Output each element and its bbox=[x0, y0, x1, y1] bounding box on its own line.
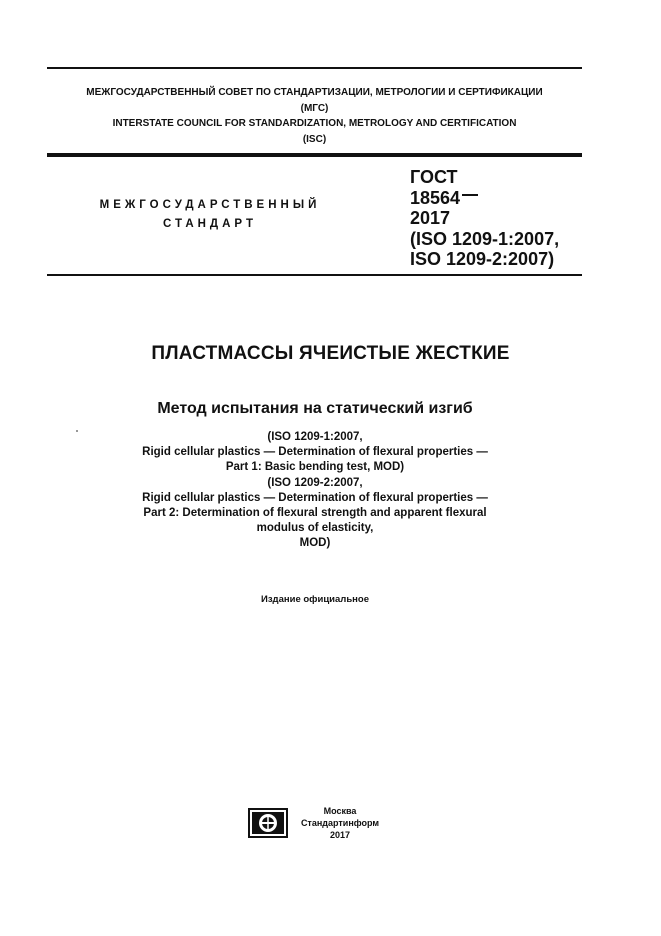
publisher-city: Москва bbox=[323, 806, 357, 816]
iso-references bbox=[0, 430, 630, 552]
iso-ref-line: Part 2: Determination of flexural strength and apparent flexural bbox=[143, 507, 487, 520]
iso-ref-line: Part 1: Basic bending test, MOD) bbox=[225, 461, 405, 474]
council-abbr-ru: (МГС) bbox=[300, 102, 329, 114]
iso-ref-line: MOD) bbox=[299, 537, 331, 550]
iso-ref-line: Rigid cellular plastics — Determination of flexural properties — bbox=[142, 491, 488, 504]
council-header bbox=[47, 85, 582, 147]
designation-block bbox=[410, 167, 610, 270]
top-rule bbox=[47, 67, 582, 69]
iso-ref-line: (ISO 1209-2:2007, bbox=[267, 476, 363, 489]
gost-number: 18564 bbox=[410, 187, 461, 208]
gost-year: 2017 bbox=[410, 208, 451, 228]
council-name-en: INTERSTATE COUNCIL FOR STANDARDIZATION, METROLOGY AND CERTIFICATION bbox=[112, 118, 517, 129]
iso-ref-line: Rigid cellular plastics — Determination of flexural properties — bbox=[142, 446, 488, 459]
standard-type bbox=[60, 196, 360, 234]
standard-type-line2: СТАНДАРТ bbox=[163, 218, 257, 230]
iso-ref-line: (ISO 1209-1:2007, bbox=[267, 431, 363, 443]
standartinform-logo-icon bbox=[248, 808, 288, 838]
council-name-ru: МЕЖГОСУДАРСТВЕННЫЙ СОВЕТ ПО СТАНДАРТИЗАЦИИ, МЕТРОЛОГИИ И СЕРТИФИКАЦИИ bbox=[86, 87, 543, 98]
standard-type-line1: МЕЖГОСУДАРСТВЕННЫЙ bbox=[99, 199, 321, 211]
document-subtitle: Метод испытания на статический изгиб bbox=[157, 400, 473, 417]
publisher-name: Стандартинформ bbox=[300, 818, 380, 828]
gost-number-line bbox=[410, 188, 610, 209]
designation-rule bbox=[47, 274, 582, 276]
council-abbr-en: (ISC) bbox=[302, 133, 327, 145]
iso-designation-2: ISO 1209-2:2007) bbox=[410, 249, 555, 269]
header-rule bbox=[47, 153, 582, 157]
gost-label: ГОСТ bbox=[410, 167, 458, 187]
publisher-block bbox=[292, 805, 388, 841]
iso-designation-1: (ISO 1209-1:2007, bbox=[410, 228, 560, 249]
edition-label: Издание официальное bbox=[261, 594, 369, 605]
iso-ref-line: modulus of elasticity, bbox=[256, 522, 374, 535]
publisher-year: 2017 bbox=[329, 830, 351, 840]
dash-mark bbox=[462, 194, 478, 196]
document-title: ПЛАСТМАССЫ ЯЧЕИСТЫЕ ЖЕСТКИЕ bbox=[151, 343, 510, 364]
